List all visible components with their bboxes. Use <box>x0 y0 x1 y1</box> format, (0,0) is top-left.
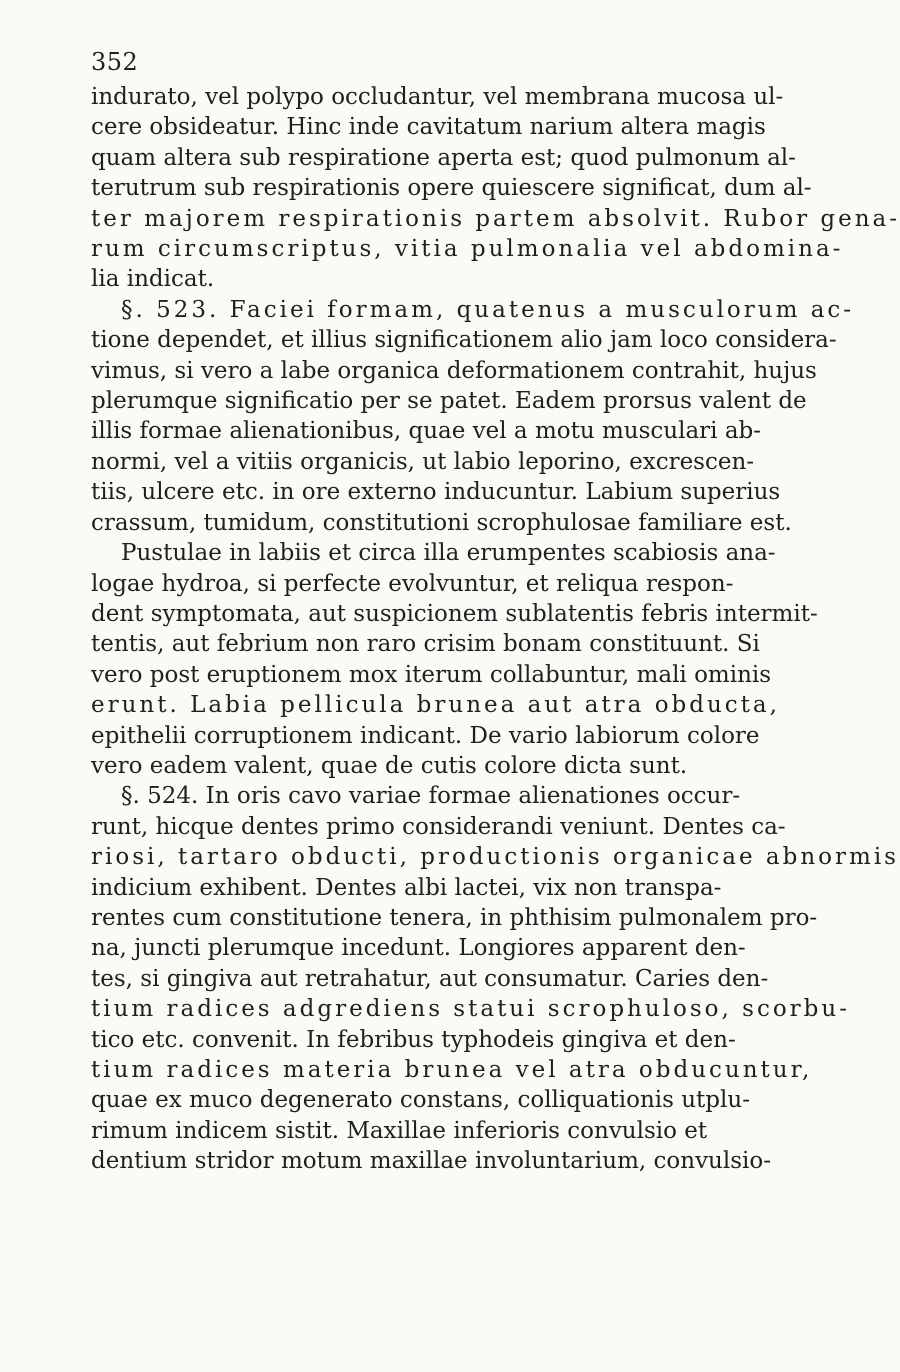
text-line: ter majorem respirationis partem absolvit. Rubor gena- <box>91 205 900 232</box>
text-line: riosi, tartaro obducti, productionis organicae abnormis <box>91 844 899 871</box>
text-line: dentium stridor motum maxillae involuntarium, convulsio- <box>91 1148 772 1175</box>
text-line: indurato, vel polypo occludantur, vel membrana mucosa ul- <box>91 84 784 110</box>
text-line: dent symptomata, aut suspicionem sublatentis febris intermit- <box>91 600 818 627</box>
body-text <box>91 82 900 1177</box>
page-number: 352 <box>91 48 139 76</box>
text-line: vero post eruptionem mox iterum collabuntur, mali ominis <box>91 661 772 688</box>
text-line: erunt. Labia pellicula brunea aut atra obducta, <box>91 692 780 719</box>
text-line: normi, vel a vitiis organicis, ut labio leporino, excrescen- <box>91 448 755 475</box>
text-line: terutrum sub respirationis opere quiescere significat, dum al- <box>91 175 812 202</box>
text-line: quae ex muco degenerato constans, colliquationis utplu- <box>91 1087 750 1114</box>
text-line: Pustulae in labiis et circa illa erumpentes scabiosis ana- <box>121 540 776 567</box>
paragraph-524-start: §. 524. In oris cavo variae formae alienationes occur- <box>121 783 741 810</box>
text-line: vimus, si vero a labe organica deformationem contrahit, hujus <box>91 357 817 384</box>
text-line: crassum, tumidum, constitutioni scrophulosae familiare est. <box>91 509 792 536</box>
text-line: rimum indicem sistit. Maxillae inferioris convulsio et <box>91 1117 708 1144</box>
text-line: epithelii corruptionem indicant. De vario labiorum colore <box>91 722 760 749</box>
text-line: na, juncti plerumque incedunt. Longiores apparent den- <box>91 935 746 962</box>
text-line: tiis, ulcere etc. in ore externo inducuntur. Labium superius <box>91 479 781 506</box>
text-line: tico etc. convenit. In febribus typhodeis gingiva et den- <box>91 1026 736 1053</box>
text-line: runt, hicque dentes primo considerandi veniunt. Dentes ca- <box>91 813 786 840</box>
paragraph-523-start: §. 523. Faciei formam, quatenus a musculorum ac- <box>121 296 855 323</box>
text-line: indicium exhibent. Dentes albi lactei, vix non transpa- <box>91 874 722 901</box>
text-line: tes, si gingiva aut retrahatur, aut consumatur. Caries den- <box>91 965 769 992</box>
text-line: rum circumscriptus, vitia pulmonalia vel abdomina- <box>91 236 844 263</box>
text-line: tione dependet, et illius significationem alio jam loco considera- <box>91 327 837 354</box>
text-line: illis formae alienationibus, quae vel a motu musculari ab- <box>91 418 762 445</box>
text-line: plerumque significatio per se patet. Eadem prorsus valent de <box>91 388 807 415</box>
text-line: tium radices materia brunea vel atra obducuntur, <box>91 1057 813 1083</box>
text-line: logae hydroa, si perfecte evolvuntur, et reliqua respon- <box>91 570 734 597</box>
text-line: vero eadem valent, quae de cutis colore dicta sunt. <box>91 752 688 779</box>
text-line: rentes cum constitutione tenera, in phthisim pulmonalem pro- <box>91 904 818 931</box>
text-line: lia indicat. <box>91 266 215 293</box>
text-line: tium radices adgrediens statui scrophuloso, scorbu- <box>91 996 850 1023</box>
text-line: cere obsideatur. Hinc inde cavitatum narium altera magis <box>91 114 766 141</box>
text-line: quam altera sub respiratione aperta est; quod pulmonum al- <box>91 144 796 171</box>
text-line: tentis, aut febrium non raro crisim bonam constituunt. Si <box>91 631 760 658</box>
